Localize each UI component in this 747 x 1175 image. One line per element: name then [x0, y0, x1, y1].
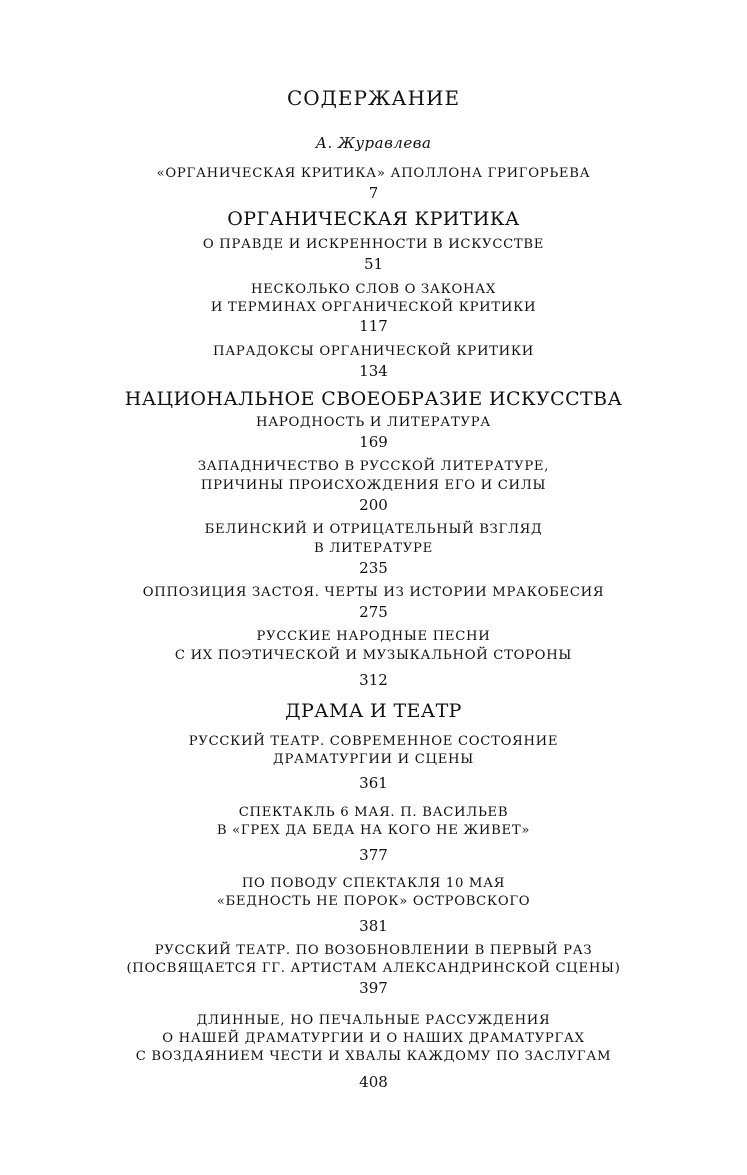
toc-entry-page-number: 361: [359, 774, 388, 792]
toc-entry-page-number: 275: [359, 603, 388, 621]
intro-page-number: 7: [368, 184, 379, 202]
toc-entry-line: ДЛИННЫЕ, НО ПЕЧАЛЬНЫЕ РАССУЖДЕНИЯ: [196, 1013, 551, 1028]
toc-entry-page-number: 377: [359, 846, 388, 864]
toc-entry-line: РУССКИЙ ТЕАТР. ПО ВОЗОБНОВЛЕНИИ В ПЕРВЫЙ РАЗ: [154, 943, 593, 958]
toc-entry-page-number: 235: [359, 559, 388, 577]
section-title: ОРГАНИЧЕСКАЯ КРИТИКА: [227, 208, 520, 230]
toc-entry-line: ПАРАДОКСЫ ОРГАНИЧЕСКОЙ КРИТИКИ: [213, 344, 534, 359]
toc-entry-line: НЕСКОЛЬКО СЛОВ О ЗАКОНАХ: [250, 282, 497, 297]
toc-entry-page-number: 134: [359, 362, 388, 380]
toc-entry-line: О ПРАВДЕ И ИСКРЕННОСТИ В ИСКУССТВЕ: [202, 237, 545, 252]
toc-entry-page-number: 169: [359, 433, 388, 451]
toc-entry-line: ЗАПАДНИЧЕСТВО В РУССКОЙ ЛИТЕРАТУРЕ,: [197, 459, 550, 474]
toc-entry-line: БЕЛИНСКИЙ И ОТРИЦАТЕЛЬНЫЙ ВЗГЛЯД: [204, 522, 543, 537]
page-title: СОДЕРЖАНИЕ: [286, 86, 461, 110]
toc-entry-line: НАРОДНОСТЬ И ЛИТЕРАТУРА: [256, 415, 491, 430]
toc-entry-line: «БЕДНОСТЬ НЕ ПОРОК» ОСТРОВСКОГО: [216, 894, 531, 909]
toc-entry-line: (ПОСВЯЩАЕТСЯ ГГ. АРТИСТАМ АЛЕКСАНДРИНСКОЙ СЦЕНЫ): [126, 961, 621, 976]
toc-entry-page-number: 117: [359, 317, 388, 335]
intro-author: А. Журавлева: [315, 134, 432, 152]
toc-entry-line: И ТЕРМИНАХ ОРГАНИЧЕСКОЙ КРИТИКИ: [210, 300, 537, 315]
toc-entry-line: С ВОЗДАЯНИЕМ ЧЕСТИ И ХВАЛЫ КАЖДОМУ ПО ЗАСЛУГАМ: [135, 1049, 612, 1064]
toc-entry-page-number: 200: [359, 496, 388, 514]
section-title: НАЦИОНАЛЬНОЕ СВОЕОБРАЗИЕ ИСКУССТВА: [124, 388, 623, 410]
toc-entry-line: ДРАМАТУРГИИ И СЦЕНЫ: [273, 752, 474, 767]
toc-entry-page-number: 51: [363, 255, 384, 273]
toc-entry-line: ПРИЧИНЫ ПРОИСХОЖДЕНИЯ ЕГО И СИЛЫ: [200, 478, 547, 493]
toc-entry-page-number: 312: [359, 671, 388, 689]
toc-entry-line: В ЛИТЕРАТУРЕ: [314, 541, 433, 556]
toc-entry-page-number: 381: [359, 917, 388, 935]
intro-title: «ОРГАНИЧЕСКАЯ КРИТИКА» АПОЛЛОНА ГРИГОРЬЕВА: [156, 166, 591, 181]
toc-entry-page-number: 408: [359, 1073, 388, 1091]
toc-entry-page-number: 397: [359, 979, 388, 997]
section-title: ДРАМА И ТЕАТР: [285, 700, 462, 722]
toc-entry-line: ОППОЗИЦИЯ ЗАСТОЯ. ЧЕРТЫ ИЗ ИСТОРИИ МРАКОБЕСИЯ: [142, 585, 605, 600]
toc-entry-line: В «ГРЕХ ДА БЕДА НА КОГО НЕ ЖИВЕТ»: [216, 823, 531, 838]
toc-entry-line: ПО ПОВОДУ СПЕКТАКЛЯ 10 МАЯ: [241, 876, 506, 891]
toc-entry-line: РУССКИЕ НАРОДНЫЕ ПЕСНИ: [256, 629, 491, 644]
toc-entry-line: СПЕКТАКЛЬ 6 МАЯ. П. ВАСИЛЬЕВ: [238, 805, 509, 820]
toc-entry-line: О НАШЕЙ ДРАМАТУРГИИ И О НАШИХ ДРАМАТУРГАХ: [162, 1031, 585, 1046]
toc-entry-line: С ИХ ПОЭТИЧЕСКОЙ И МУЗЫКАЛЬНОЙ СТОРОНЫ: [174, 648, 573, 663]
toc-entry-line: РУССКИЙ ТЕАТР. СОВРЕМЕННОЕ СОСТОЯНИЕ: [188, 734, 559, 749]
